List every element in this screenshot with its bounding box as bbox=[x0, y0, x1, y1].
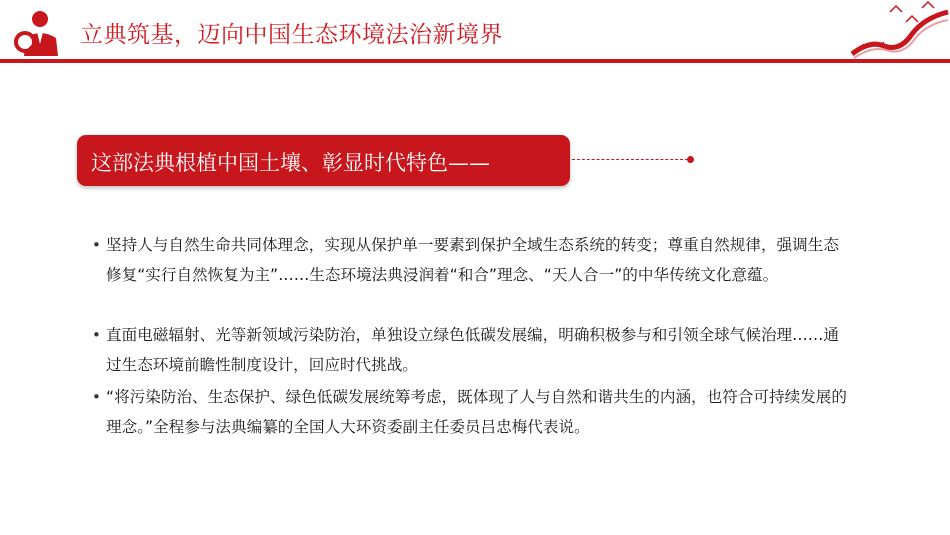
person-with-magnifier-icon bbox=[10, 8, 62, 56]
bullet-dot: • bbox=[92, 388, 101, 406]
connector-dot bbox=[687, 156, 694, 163]
section-banner bbox=[77, 135, 570, 186]
list-item bbox=[92, 230, 852, 320]
great-wall-decoration bbox=[850, 0, 950, 64]
banner-text: 这部法典根植中国土壤、彰显时代特色—— bbox=[91, 151, 490, 175]
list-item-text: “将污染防治、生态保护、绿色低碳发展统筹考虑，既体现了人与自然和谐共生的内涵，也符合可持续发展的理念。”全程参与法典编纂的全国人大环资委副主任委员吕忠梅代表说。 bbox=[106, 388, 847, 436]
bullet-dot: • bbox=[92, 326, 101, 344]
list-item bbox=[92, 320, 852, 382]
list-item-text: 坚持人与自然生命共同体理念，实现从保护单一要素到保护全域生态系统的转变；尊重自然规律，强调生态修复“实行自然恢复为主”……生态环境法典浸润着“和合”理念、“天人合一”的中华传统文化意蕴。 bbox=[106, 236, 839, 284]
list-item-text: 直面电磁辐射、光等新领域污染防治，单独设立绿色低碳发展编，明确积极参与和引领全球气候治理……通过生态环境前瞻性制度设计，回应时代挑战。 bbox=[106, 326, 839, 374]
bullet-dot: • bbox=[92, 236, 101, 254]
list-item bbox=[92, 382, 852, 442]
bullet-list bbox=[92, 230, 852, 442]
banner-dashed-connector bbox=[572, 159, 688, 160]
header-rule bbox=[0, 59, 950, 63]
page-title: 立典筑基，迈向中国生态环境法治新境界 bbox=[80, 22, 503, 48]
header bbox=[0, 0, 950, 64]
